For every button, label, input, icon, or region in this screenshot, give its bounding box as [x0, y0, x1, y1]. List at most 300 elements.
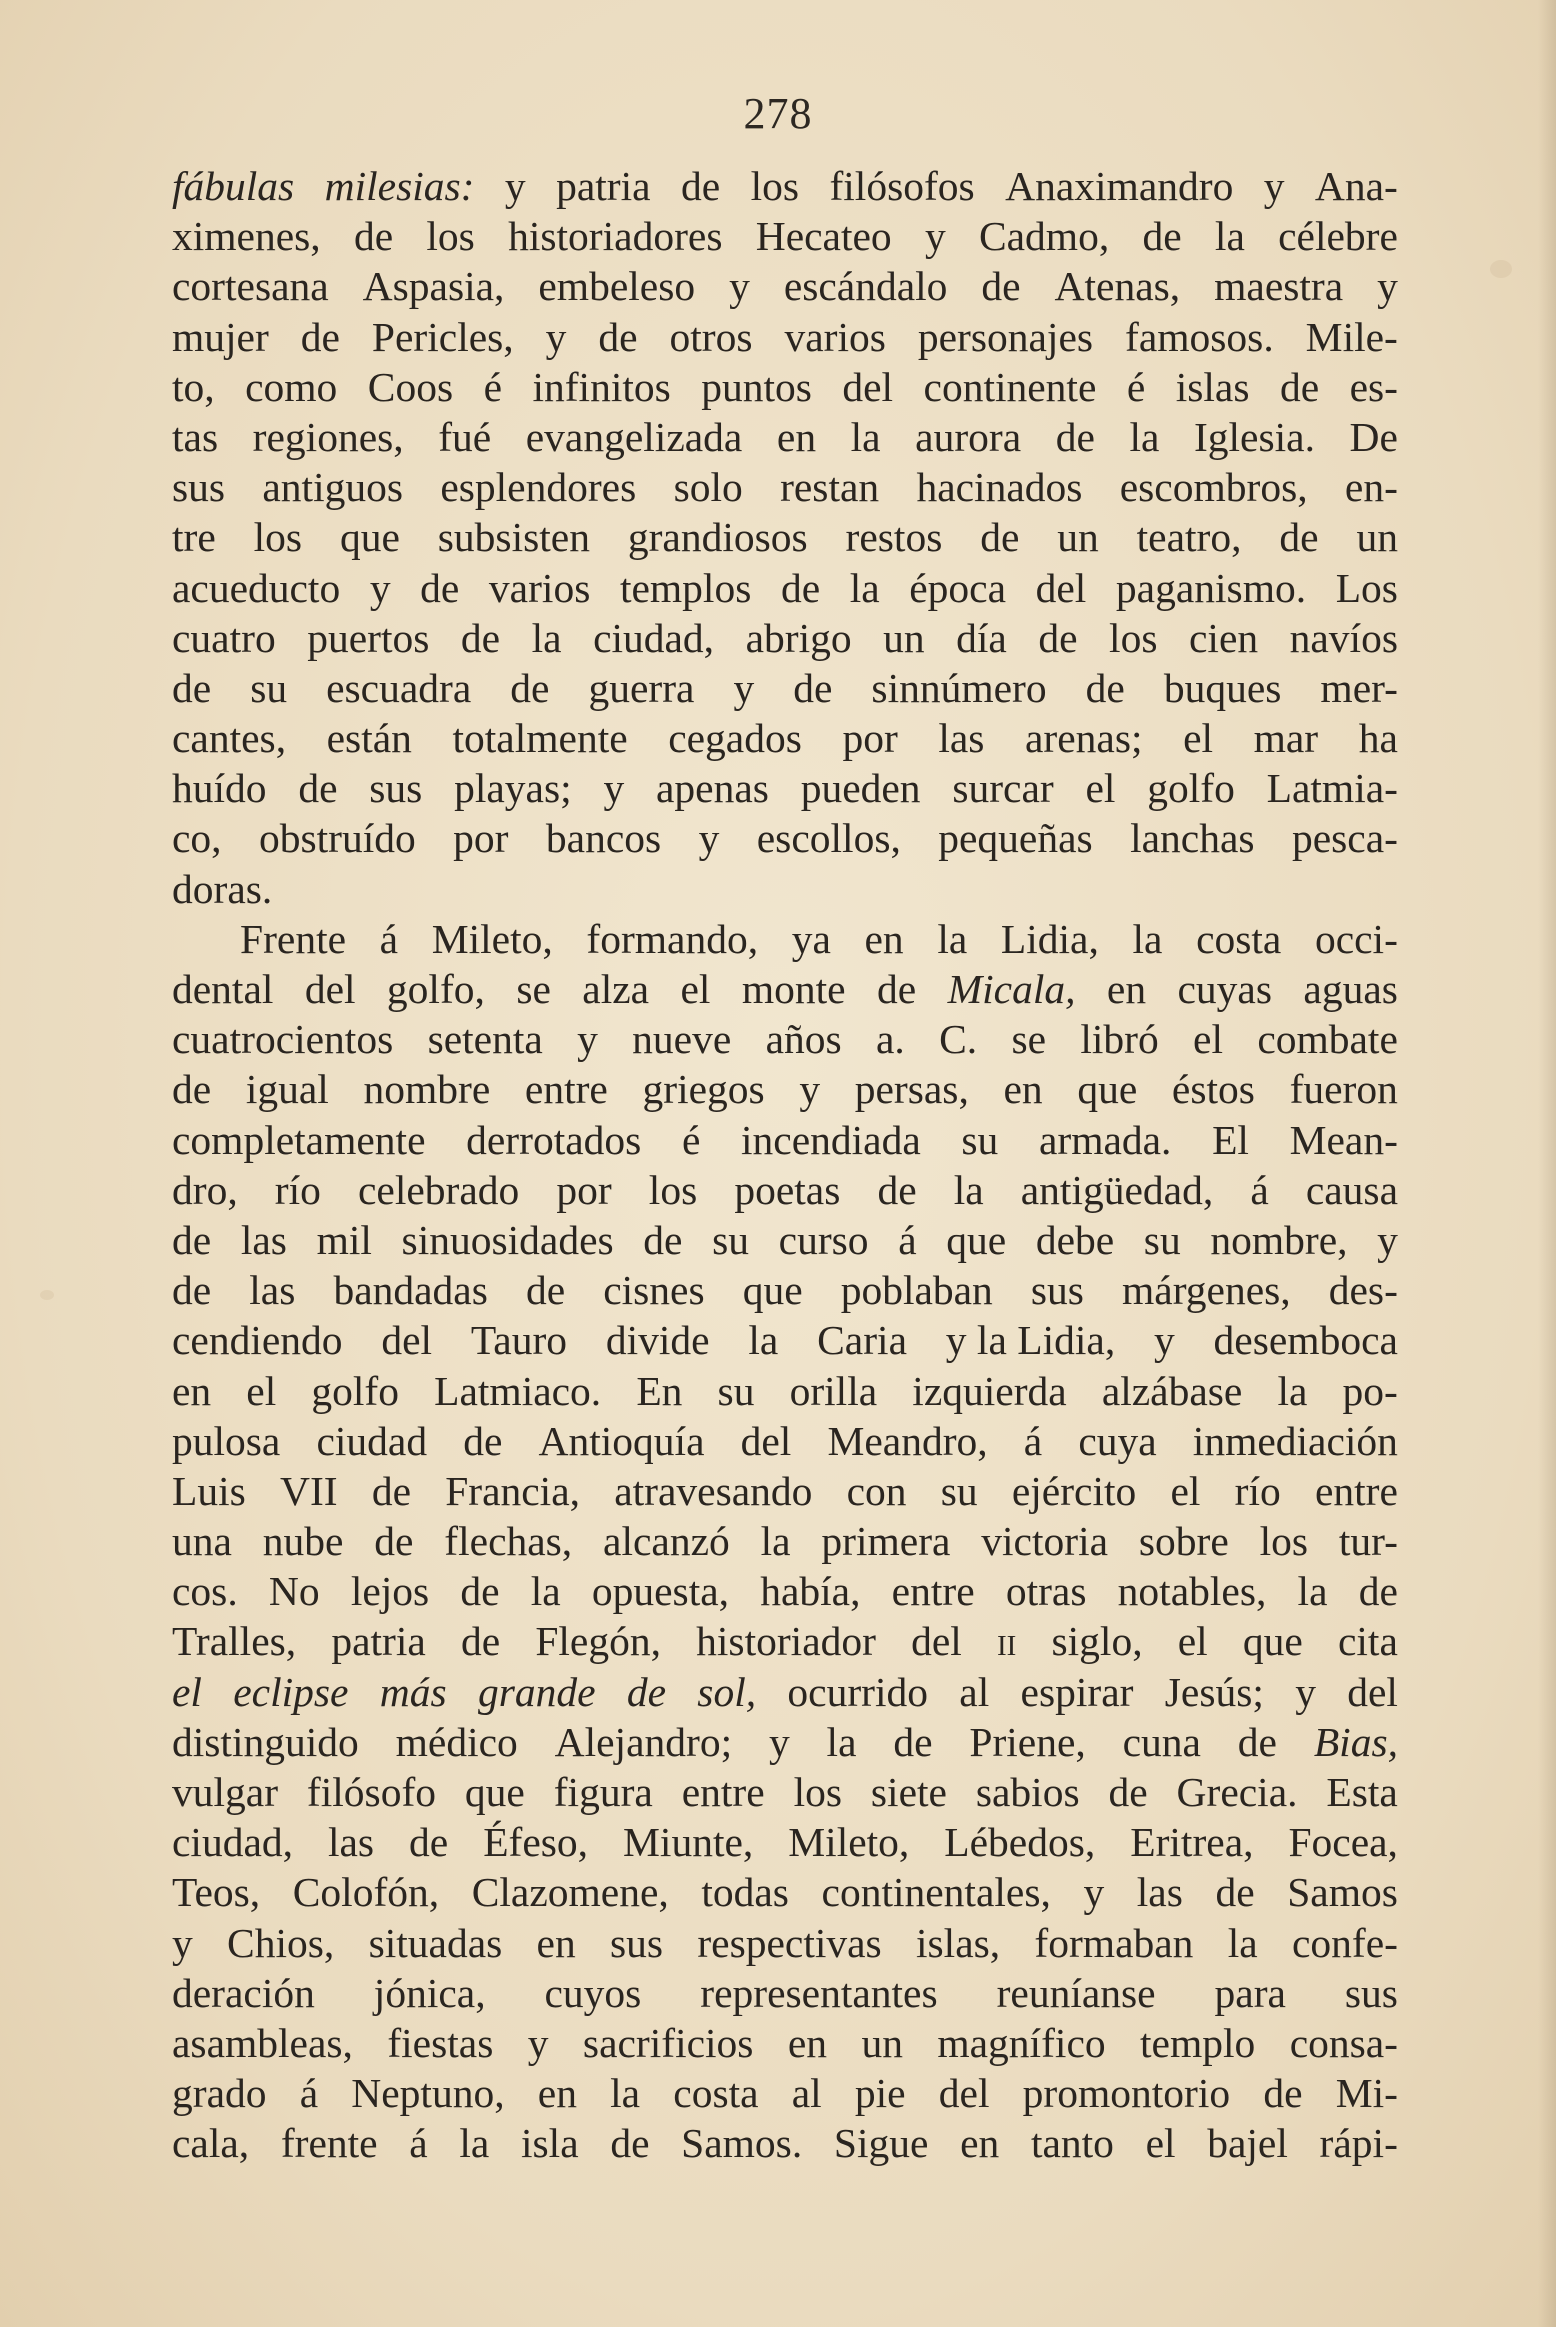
word: puntos — [701, 363, 812, 410]
word: pie — [854, 2070, 906, 2117]
word: Hecateo — [755, 213, 892, 260]
text-line — [172, 211, 1398, 261]
word: y — [504, 163, 526, 209]
word: Ana- — [1314, 163, 1398, 209]
word: es- — [1349, 363, 1398, 410]
word: causa — [1305, 1166, 1398, 1213]
word: obstruído — [258, 815, 416, 862]
word: Frente — [240, 915, 347, 962]
word: los — [793, 1769, 842, 1815]
word: sobre — [1138, 1518, 1229, 1565]
word: en- — [1344, 464, 1398, 511]
word: y — [924, 213, 946, 260]
word: y — [799, 1066, 821, 1113]
word: y — [172, 1919, 193, 1966]
word: po- — [1342, 1367, 1398, 1414]
word: nombre, — [1210, 1216, 1348, 1263]
word: á — [898, 1216, 917, 1263]
word: los — [750, 163, 800, 209]
word: é — [1126, 363, 1146, 410]
word: pueden — [800, 765, 921, 812]
word: buques — [1163, 664, 1282, 711]
text-line — [172, 1516, 1398, 1566]
text-line — [172, 512, 1398, 562]
word: Luis — [172, 1467, 246, 1514]
word: de — [643, 1216, 683, 1263]
word: cien — [1189, 614, 1259, 661]
text-line — [172, 412, 1398, 462]
word: la — [531, 614, 562, 661]
word: Clazomene, — [471, 1869, 669, 1916]
word: entre — [1314, 1467, 1398, 1514]
word: un — [883, 614, 925, 661]
word: por — [842, 715, 898, 762]
word: occi- — [1314, 915, 1398, 962]
word: golfo, — [386, 966, 485, 1012]
word: en — [172, 1367, 212, 1414]
word: había, — [760, 1568, 861, 1615]
word: cuyos — [544, 1969, 642, 2016]
word: por — [453, 815, 509, 862]
word: éstos — [1171, 1066, 1255, 1113]
word: cegados — [668, 715, 802, 762]
word: sus — [610, 1919, 664, 1966]
word: la — [610, 2070, 641, 2117]
word: de — [1085, 664, 1125, 711]
word: Samos. — [681, 2120, 803, 2167]
word: las — [240, 1216, 287, 1263]
word: formando, — [586, 915, 759, 962]
word: del — [740, 1417, 792, 1464]
word: Micala, — [947, 966, 1076, 1012]
word: Éfeso, — [483, 1819, 589, 1866]
word: patria — [331, 1618, 426, 1665]
word: dental — [172, 966, 274, 1012]
word: médico — [395, 1718, 518, 1765]
word: C. — [939, 1016, 978, 1063]
word: de — [460, 1568, 500, 1615]
word: golfo — [1147, 765, 1235, 812]
word: reuníanse — [996, 1969, 1156, 2016]
word: Mile- — [1305, 313, 1398, 360]
word: restan — [780, 464, 880, 511]
text-line — [172, 161, 1398, 211]
word: pequeñas — [938, 815, 1093, 862]
word: ximenes, — [172, 213, 321, 260]
word: Chios, — [227, 1919, 335, 1966]
word: desemboca — [1213, 1317, 1398, 1364]
word: Jesús; — [1164, 1668, 1264, 1715]
word: las — [938, 715, 985, 762]
word: puertos — [307, 614, 430, 661]
word: sinuosidades — [401, 1216, 614, 1263]
word: espirar — [1020, 1668, 1134, 1715]
word: á — [379, 915, 399, 962]
word: del — [1347, 1668, 1398, 1715]
word: persas, — [854, 1066, 969, 1113]
word: navíos — [1289, 614, 1398, 661]
word: filósofos — [829, 163, 975, 209]
word: del — [911, 1618, 962, 1665]
word: Latmia- — [1266, 765, 1398, 812]
word: la — [826, 1718, 857, 1765]
word: situadas — [368, 1919, 503, 1966]
word: divide — [605, 1317, 710, 1364]
text-line — [172, 1416, 1398, 1466]
word: día — [956, 614, 1007, 661]
word: maestra — [1214, 263, 1344, 310]
word: la — [953, 1166, 984, 1213]
word: Focea, — [1288, 1819, 1398, 1866]
word: poetas — [734, 1166, 841, 1213]
word: Eritrea, — [1130, 1819, 1254, 1866]
word: de — [1279, 363, 1320, 410]
text-line — [172, 261, 1398, 311]
word: cuatro — [172, 614, 276, 661]
word: Lébedos, — [944, 1819, 1096, 1866]
word: de — [460, 614, 501, 661]
word: de — [793, 664, 833, 711]
word: más — [379, 1668, 447, 1715]
word: todas — [701, 1869, 789, 1916]
word: islas — [1175, 363, 1250, 410]
word: Flegón, — [535, 1618, 661, 1665]
word: distinguido — [172, 1718, 359, 1765]
word: Los — [1335, 564, 1398, 611]
text-line — [172, 462, 1398, 512]
word: los — [648, 1166, 698, 1213]
word: el — [1145, 2120, 1176, 2167]
word: acueducto — [172, 564, 341, 611]
word: evangelizada — [525, 413, 743, 460]
word: río — [1234, 1467, 1281, 1514]
word: bandadas — [333, 1267, 488, 1314]
text-line — [172, 312, 1398, 362]
word: costa — [673, 2070, 759, 2117]
word: y — [1083, 1869, 1105, 1916]
word: mujer — [172, 313, 269, 360]
word: cos. — [172, 1568, 238, 1615]
word: en — [1106, 966, 1147, 1012]
word: solo — [673, 464, 743, 511]
word: y — [1295, 1668, 1316, 1715]
word: cita — [1337, 1618, 1398, 1665]
word: sus — [1344, 1969, 1398, 2016]
word: Atenas, — [1054, 263, 1181, 310]
word: cuya — [1078, 1417, 1157, 1464]
word: arenas; — [1025, 715, 1143, 762]
word: Anaximandro — [1005, 163, 1234, 209]
word: Colofón, — [292, 1869, 440, 1916]
word: su — [940, 1467, 978, 1514]
word: representantes — [700, 1969, 938, 2016]
word: que — [339, 514, 400, 561]
word: á — [299, 2070, 319, 2117]
word: de — [1279, 514, 1319, 561]
text-line — [172, 1165, 1398, 1215]
word: una — [172, 1518, 232, 1565]
word: No — [268, 1568, 320, 1615]
word: paganismo. — [1115, 564, 1307, 611]
word: época — [909, 564, 1007, 611]
word: nueve — [632, 1016, 732, 1063]
word: promontorio — [1022, 2070, 1231, 2117]
word: y — [369, 564, 391, 611]
text-line — [172, 1315, 1398, 1365]
word: cortesana — [172, 263, 329, 310]
word: Pericles, — [371, 313, 514, 360]
word: derrotados — [466, 1116, 642, 1163]
word: personajes — [917, 313, 1094, 360]
word: la — [760, 1518, 791, 1565]
text-line — [172, 1817, 1398, 1867]
word: las — [1136, 1869, 1183, 1916]
word: la — [1227, 1919, 1258, 1966]
word: y — [1377, 1216, 1398, 1263]
word: En — [636, 1367, 683, 1414]
text-line — [172, 362, 1398, 412]
word: de — [780, 564, 821, 611]
word: se — [1011, 1016, 1047, 1063]
text-line — [172, 1265, 1398, 1315]
word: isla — [521, 2120, 579, 2167]
word: del — [842, 363, 894, 410]
word: ciudad — [316, 1417, 428, 1464]
word: sus — [1030, 1267, 1084, 1314]
word: a. — [875, 1016, 905, 1063]
word: el — [246, 1367, 277, 1414]
word: en — [536, 1919, 576, 1966]
word: cuyas — [1177, 966, 1272, 1012]
word: apenas — [655, 765, 769, 812]
word: rápi- — [1319, 2120, 1398, 2167]
text-line — [172, 2018, 1398, 2068]
word: cantes, — [172, 715, 287, 762]
word: cuna — [1122, 1718, 1201, 1765]
word: la — [850, 413, 881, 460]
text-line — [172, 864, 1398, 914]
word: Francia, — [445, 1467, 581, 1514]
word: de — [1142, 213, 1182, 260]
word: y — [1377, 263, 1398, 310]
word: la — [1129, 413, 1160, 460]
word: Samos — [1287, 1869, 1398, 1916]
word: que — [1077, 1066, 1138, 1113]
word: los — [253, 514, 303, 561]
word: Antioquía — [538, 1417, 705, 1464]
word: Priene, — [969, 1718, 1086, 1765]
word: márgenes, — [1122, 1267, 1291, 1314]
word: de — [172, 1216, 212, 1263]
word: el — [1193, 1016, 1223, 1063]
word: de — [371, 1467, 411, 1514]
word: escándalo — [783, 263, 948, 310]
word: la — [1277, 1367, 1308, 1414]
word: entre — [891, 1568, 975, 1615]
word: De — [1349, 413, 1398, 460]
word: subsisten — [437, 514, 590, 561]
word: de — [893, 1718, 933, 1765]
text-line — [172, 1466, 1398, 1516]
word: tre — [172, 514, 216, 561]
word: alcanzó — [603, 1518, 730, 1565]
word: cuatrocientos — [172, 1016, 394, 1063]
word: escuadra — [326, 664, 472, 711]
paper-stain — [40, 1290, 54, 1300]
text-line — [172, 563, 1398, 613]
word: de — [626, 1668, 666, 1715]
word: del — [938, 2070, 990, 2117]
word: nombre — [363, 1066, 491, 1113]
word: regiones, — [252, 413, 404, 460]
text-line — [172, 964, 1398, 1014]
word: la — [937, 915, 968, 962]
word: Latmiaco. — [434, 1367, 602, 1414]
word: y — [768, 1718, 790, 1765]
word: la — [748, 1317, 779, 1364]
word: en — [776, 413, 817, 460]
text-line — [172, 1566, 1398, 1616]
word: debe — [1035, 1216, 1115, 1263]
word: de — [1055, 413, 1095, 460]
word: de — [1237, 1718, 1277, 1765]
word: templos — [619, 564, 752, 611]
word: Teos, — [172, 1869, 261, 1916]
word: años — [765, 1016, 842, 1063]
word: Neptuno, — [351, 2070, 505, 2117]
word: de — [1358, 1568, 1398, 1615]
text-line — [172, 2118, 1398, 2168]
word: bajel — [1207, 2120, 1288, 2167]
word: huído — [172, 765, 267, 812]
word: de — [298, 765, 338, 812]
word: de — [525, 1267, 566, 1314]
word: alzábase — [1101, 1367, 1243, 1414]
word: de — [353, 213, 394, 260]
word: sol, — [697, 1668, 757, 1715]
word: siglo, — [1051, 1618, 1143, 1665]
word: de — [681, 163, 721, 209]
word: ciudad, — [172, 1819, 293, 1866]
text-line — [172, 1767, 1398, 1817]
word: con — [846, 1467, 907, 1514]
word: igual — [245, 1066, 329, 1113]
word: flechas, — [444, 1518, 573, 1565]
word: y — [527, 2019, 549, 2066]
word: los — [426, 213, 475, 260]
word: antiguos — [262, 464, 404, 511]
word: jónica, — [373, 1969, 486, 2016]
word: los — [1109, 614, 1158, 661]
word: escollos, — [756, 815, 901, 862]
word: libró — [1080, 1016, 1159, 1063]
word: que — [464, 1769, 525, 1815]
word: su — [1143, 1216, 1181, 1263]
word: golfo — [311, 1367, 399, 1414]
text-line — [172, 1918, 1398, 1968]
word: patria — [556, 163, 651, 209]
word: restos — [845, 514, 943, 561]
word: Grecia. — [1176, 1769, 1298, 1815]
word: la — [459, 2120, 490, 2167]
word: tas — [172, 413, 219, 460]
word: consa- — [1289, 2019, 1398, 2066]
word: varios — [488, 564, 591, 611]
word: doras. — [172, 865, 273, 912]
word: costa — [1196, 915, 1282, 962]
word: deración — [172, 1969, 315, 2016]
text-line — [172, 1064, 1398, 1114]
word: Coos — [367, 363, 454, 410]
word: mil — [316, 1216, 372, 1263]
word: al — [959, 1668, 990, 1715]
word: cala, — [172, 2120, 250, 2167]
word: otras — [1005, 1568, 1087, 1615]
page-edge-shadow — [1538, 0, 1556, 2327]
word: to, — [172, 363, 215, 410]
word: embeleso — [538, 263, 696, 310]
text-line — [172, 1115, 1398, 1165]
word: izquierda — [912, 1367, 1067, 1414]
word: entre — [524, 1066, 608, 1113]
word: notables, — [1117, 1568, 1267, 1615]
text-line — [172, 1616, 1398, 1666]
text-line — [172, 1717, 1398, 1767]
word: guerra — [588, 664, 695, 711]
word: de — [420, 564, 460, 611]
word: totalmente — [452, 715, 628, 762]
word: Tralles, — [172, 1618, 297, 1665]
word: la — [1132, 915, 1163, 962]
word: poblaban — [840, 1267, 993, 1314]
word: de — [1038, 614, 1078, 661]
text-line — [172, 1366, 1398, 1416]
word: inmediación — [1192, 1417, 1398, 1464]
word: del — [1035, 564, 1087, 611]
word: la — [1214, 213, 1245, 260]
word: victoria — [981, 1518, 1109, 1565]
word: Mileto, — [431, 915, 553, 962]
word: armada. — [1038, 1116, 1172, 1163]
word: su — [717, 1367, 755, 1414]
text-line — [172, 813, 1398, 863]
word: y — [733, 664, 755, 711]
word: playas; — [454, 765, 572, 812]
word: famosos. — [1125, 313, 1274, 360]
word: á — [409, 2120, 428, 2167]
word: un — [861, 2019, 903, 2066]
word: Lidia, — [1000, 915, 1099, 962]
word: ejército — [1011, 1467, 1137, 1514]
word: Iglesia. — [1193, 413, 1315, 460]
word: de — [460, 1618, 501, 1665]
word: monte — [741, 966, 846, 1012]
word: un — [1057, 514, 1099, 561]
word: fueron — [1289, 1066, 1398, 1113]
word: de — [598, 313, 638, 360]
word: teatro, — [1136, 514, 1242, 561]
word: se — [516, 966, 551, 1012]
text-line — [172, 1215, 1398, 1265]
word: que — [1242, 1618, 1303, 1665]
word: otros — [669, 313, 753, 360]
word: ii — [997, 1618, 1017, 1665]
word: orilla — [789, 1367, 878, 1414]
word: filósofo — [306, 1769, 437, 1815]
word: fiestas — [387, 2019, 494, 2066]
word: célebre — [1278, 213, 1398, 260]
word: de — [374, 1518, 414, 1565]
